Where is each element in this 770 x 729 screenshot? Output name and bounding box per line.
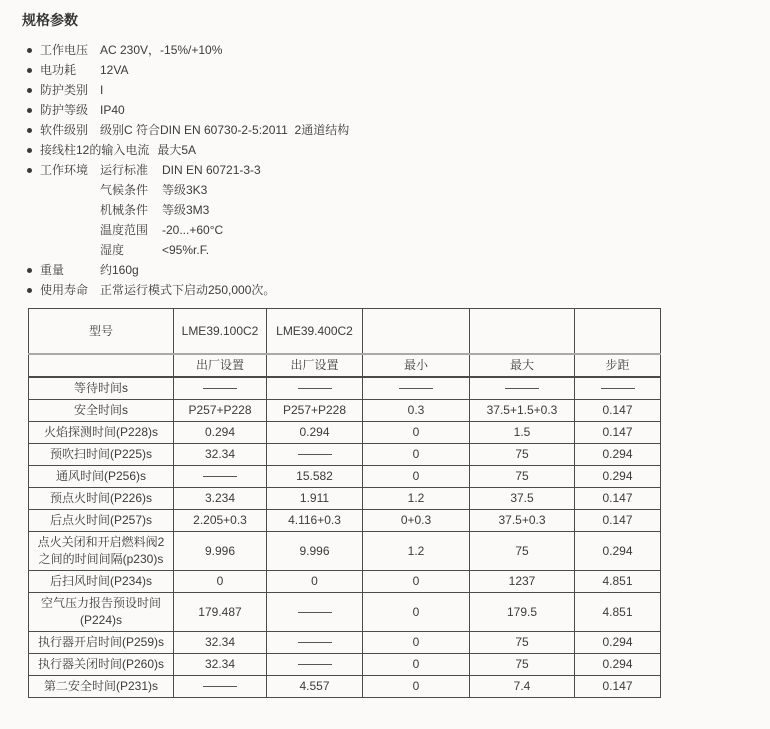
spec-item <box>27 160 770 260</box>
spec-sub-value: <95%r.F. <box>162 243 210 257</box>
value-cell: 32.34 <box>174 632 267 654</box>
empty-value-dash <box>203 476 237 477</box>
spec-item <box>27 120 770 140</box>
spec-sub-label: 湿度 <box>100 243 125 257</box>
value-cell: 1.2 <box>363 532 470 571</box>
model-name-cell: LME39.400C2 <box>267 309 363 355</box>
value-cell: 0 <box>363 676 470 698</box>
value-cell: 0.294 <box>575 466 661 488</box>
value-cell <box>267 593 363 632</box>
bullet-icon <box>27 280 40 300</box>
table-row <box>29 510 661 532</box>
row-label-cell: 通风时间(P256)s <box>29 466 174 488</box>
bullet-icon <box>27 100 40 120</box>
empty-value-dash <box>298 388 332 389</box>
value-cell: 0.294 <box>575 654 661 676</box>
value-cell <box>267 377 363 400</box>
table-row <box>29 532 661 571</box>
table-header-model-row <box>29 309 661 355</box>
bullet-icon <box>27 60 40 80</box>
column-header-cell: 最小 <box>363 354 470 377</box>
spec-item <box>27 40 770 60</box>
empty-value-dash <box>298 612 332 613</box>
value-cell: 32.34 <box>174 654 267 676</box>
value-cell: 37.5+0.3 <box>470 510 575 532</box>
value-cell: 75 <box>470 632 575 654</box>
value-cell: 0.147 <box>575 510 661 532</box>
value-cell: 1237 <box>470 571 575 593</box>
value-cell <box>174 377 267 400</box>
row-label-cell: 执行器关闭时间(P260)s <box>29 654 174 676</box>
spec-item-value: 级别C 符合DIN EN 60730-2-5:2011 2通道结构 <box>100 123 350 137</box>
table-row <box>29 400 661 422</box>
spec-sub-label: 运行标准 <box>100 163 149 177</box>
spec-item-value: I <box>100 83 104 97</box>
value-cell: 0.147 <box>575 488 661 510</box>
spec-item-value: 正常运行模式下启动250,000次。 <box>100 283 276 297</box>
value-cell: 4.116+0.3 <box>267 510 363 532</box>
row-label-cell: 预点火时间(P226)s <box>29 488 174 510</box>
value-cell: 75 <box>470 654 575 676</box>
spec-item <box>27 60 770 80</box>
value-cell <box>267 632 363 654</box>
value-cell: 3.234 <box>174 488 267 510</box>
empty-value-dash <box>298 664 332 665</box>
value-cell: 0.294 <box>575 444 661 466</box>
empty-value-dash <box>399 388 433 389</box>
spec-item-label: 软件级别 <box>40 123 89 137</box>
spec-item-value: AC 230V，-15%/+10% <box>100 43 223 57</box>
column-header-cell: 最大 <box>470 354 575 377</box>
bullet-icon <box>27 140 40 160</box>
spec-sub-value: DIN EN 60721-3-3 <box>162 163 261 177</box>
model-label-cell: 型号 <box>29 309 174 355</box>
table-row <box>29 377 661 400</box>
row-label-cell: 执行器开启时间(P259)s <box>29 632 174 654</box>
spec-item <box>27 280 770 300</box>
value-cell <box>174 676 267 698</box>
value-cell: 4.851 <box>575 571 661 593</box>
table-row <box>29 654 661 676</box>
bullet-icon <box>27 160 40 180</box>
value-cell: 0.147 <box>575 676 661 698</box>
value-cell: 0 <box>363 444 470 466</box>
value-cell: 2.205+0.3 <box>174 510 267 532</box>
value-cell <box>267 444 363 466</box>
empty-header-cell <box>363 309 470 355</box>
value-cell: 0 <box>363 571 470 593</box>
spec-item-value: IP40 <box>100 103 125 117</box>
value-cell: 75 <box>470 444 575 466</box>
spec-item <box>27 260 770 280</box>
value-cell: 0+0.3 <box>363 510 470 532</box>
spec-item-label: 防护等级 <box>40 103 89 117</box>
spec-item-label: 工作电压 <box>40 43 89 57</box>
value-cell: 37.5+1.5+0.3 <box>470 400 575 422</box>
value-cell: P257+P228 <box>174 400 267 422</box>
row-label-cell: 火焰探测时间(P228)s <box>29 422 174 444</box>
empty-header-cell <box>575 309 661 355</box>
spec-sub-label: 机械条件 <box>100 203 149 217</box>
empty-value-dash <box>203 686 237 687</box>
column-header-cell: 出厂设置 <box>174 354 267 377</box>
value-cell <box>174 466 267 488</box>
value-cell: 179.487 <box>174 593 267 632</box>
value-cell <box>470 377 575 400</box>
spec-item <box>27 80 770 100</box>
value-cell: 0.147 <box>575 422 661 444</box>
value-cell: 0 <box>363 654 470 676</box>
value-cell: 0 <box>363 593 470 632</box>
row-label-cell: 后点火时间(P257)s <box>29 510 174 532</box>
value-cell: 9.996 <box>267 532 363 571</box>
table-row <box>29 593 661 632</box>
table-row <box>29 444 661 466</box>
value-cell: 4.557 <box>267 676 363 698</box>
value-cell: 1.5 <box>470 422 575 444</box>
spec-item-label: 使用寿命 <box>40 283 89 297</box>
spec-item-value: 约160g <box>100 263 139 277</box>
spec-item <box>27 100 770 120</box>
value-cell: 0 <box>363 466 470 488</box>
table-row <box>29 632 661 654</box>
spec-sub-label: 温度范围 <box>100 223 149 237</box>
value-cell <box>267 654 363 676</box>
row-label-cell: 空气压力报告预设时间 (P224)s <box>29 593 174 632</box>
table-row <box>29 676 661 698</box>
value-cell: 0 <box>174 571 267 593</box>
spec-sub-value: 等级3M3 <box>162 203 210 217</box>
value-cell: 0.294 <box>267 422 363 444</box>
value-cell: 75 <box>470 466 575 488</box>
spec-item-label: 电功耗 <box>40 63 77 77</box>
empty-value-dash <box>298 642 332 643</box>
spec-sub-list <box>100 160 261 260</box>
value-cell: 15.582 <box>267 466 363 488</box>
bullet-icon <box>27 40 40 60</box>
value-cell: 32.34 <box>174 444 267 466</box>
value-cell <box>575 377 661 400</box>
row-label-cell: 点火关闭和开启燃料阀2之间的时间间隔(p230)s <box>29 532 174 571</box>
spec-sub-label: 气候条件 <box>100 183 149 197</box>
empty-value-dash <box>298 454 332 455</box>
spec-item-value: 最大5A <box>157 143 197 157</box>
row-label-cell: 第二安全时间(P231)s <box>29 676 174 698</box>
spec-item-label: 重量 <box>40 263 65 277</box>
column-header-cell: 步距 <box>575 354 661 377</box>
row-label-cell: 安全时间s <box>29 400 174 422</box>
value-cell: 0.147 <box>575 400 661 422</box>
bullet-icon <box>27 260 40 280</box>
value-cell: 37.5 <box>470 488 575 510</box>
value-cell <box>363 377 470 400</box>
value-cell: 0.3 <box>363 400 470 422</box>
value-cell: 1.2 <box>363 488 470 510</box>
empty-value-dash <box>601 388 635 389</box>
value-cell: 0 <box>267 571 363 593</box>
table-header-columns-row <box>29 354 661 377</box>
table-row <box>29 488 661 510</box>
model-name-cell: LME39.100C2 <box>174 309 267 355</box>
empty-header-cell <box>29 354 174 377</box>
spec-sub-value: 等级3K3 <box>162 183 208 197</box>
column-header-cell: 出厂设置 <box>267 354 363 377</box>
value-cell: 0 <box>363 422 470 444</box>
table-row <box>29 466 661 488</box>
spec-sub-value: -20...+60°C <box>162 223 224 237</box>
spec-item <box>27 140 770 160</box>
value-cell: 1.911 <box>267 488 363 510</box>
spec-item-label: 防护类别 <box>40 83 89 97</box>
empty-header-cell <box>470 309 575 355</box>
value-cell: 9.996 <box>174 532 267 571</box>
row-label-cell: 预吹扫时间(P225)s <box>29 444 174 466</box>
value-cell: 0.294 <box>575 632 661 654</box>
table-row <box>29 422 661 444</box>
row-label-cell: 等待时间s <box>29 377 174 400</box>
bullet-icon <box>27 120 40 140</box>
value-cell: 0.294 <box>174 422 267 444</box>
value-cell: 0.294 <box>575 532 661 571</box>
row-label-cell: 后扫风时间(P234)s <box>29 571 174 593</box>
empty-value-dash <box>203 388 237 389</box>
spec-table <box>28 308 661 698</box>
value-cell: 0 <box>363 632 470 654</box>
bullet-icon <box>27 80 40 100</box>
value-cell: 7.4 <box>470 676 575 698</box>
value-cell: 4.851 <box>575 593 661 632</box>
table-row <box>29 571 661 593</box>
value-cell: P257+P228 <box>267 400 363 422</box>
spec-item-label: 接线柱12的输入电流 <box>40 143 150 157</box>
value-cell: 179.5 <box>470 593 575 632</box>
value-cell: 75 <box>470 532 575 571</box>
page-title: 规格参数 <box>22 12 78 28</box>
empty-value-dash <box>505 388 539 389</box>
spec-item-label: 工作环境 <box>40 163 89 177</box>
spec-item-value: 12VA <box>100 63 129 77</box>
spec-list <box>22 40 770 300</box>
